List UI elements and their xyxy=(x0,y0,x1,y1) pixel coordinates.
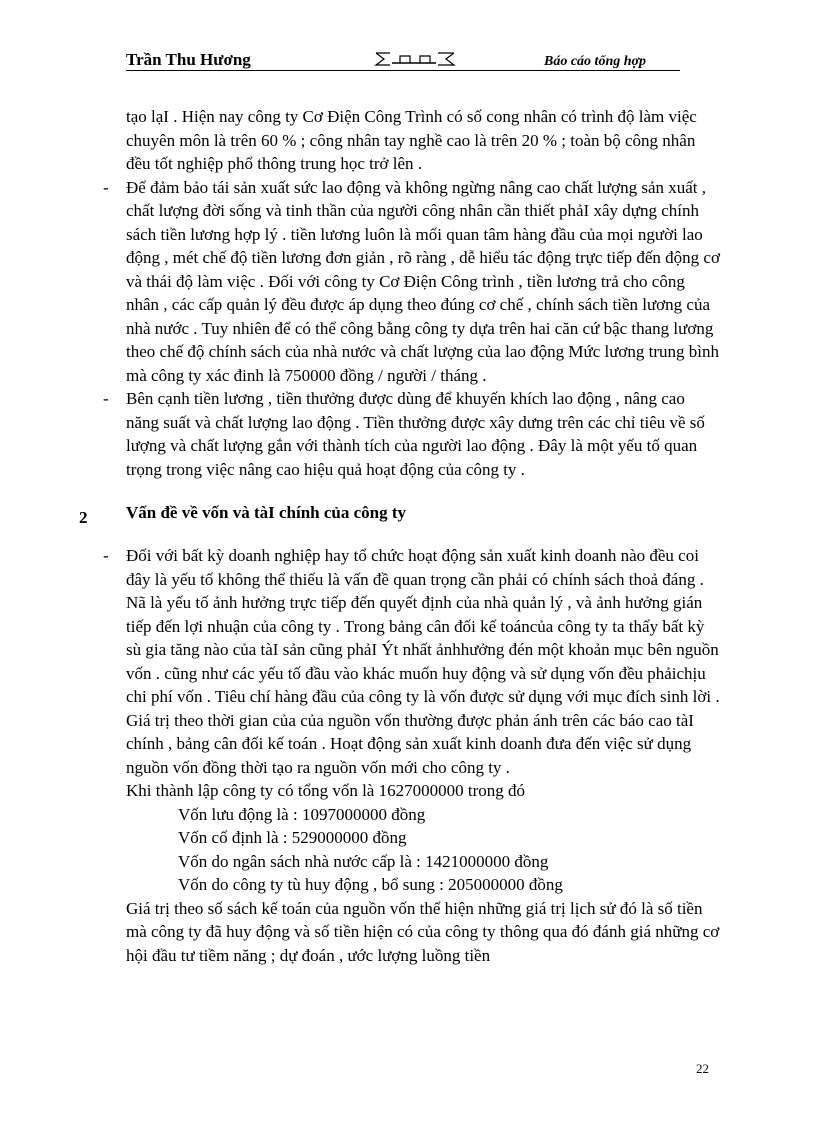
bullet-item-wages xyxy=(100,176,720,388)
bullet-text: Để đảm bảo tái sản xuất sức lao động và không ngừng nâng cao chất lượng sản xuất , chất lượng đời sống và tinh thần của người công nhân cần thiết phảI xây dựng chính sách tiền lương hợp lý . tiền lương luôn là mối quan tâm hàng đầu của mọi người lao động , mét chế độ tiền lương đơn giản , rõ ràng , dễ hiểu tác động trực tiếp đến động cơ và thái độ làm việc . Đối với công ty Cơ Điện Công trình , tiền lương trả cho công nhân , các cấp quản lý đều được áp dụng theo đúng cơ chế , chính sách tiền lương của nhà nước . Tuy nhiên để có thể công bằng công ty dựa trên hai căn cứ bậc thang lương theo chế độ chính sách của nhà nước và chất lượng của lao động Mức lương trung bình mà công ty xác đinh là 750000 đồng / người / tháng . xyxy=(126,177,720,385)
capital-item: Vốn do công ty tù huy động , bổ sung : 205000000 đồng xyxy=(178,875,563,894)
document-body xyxy=(79,105,720,967)
bullet-marker: - xyxy=(103,546,109,565)
page-number: 22 xyxy=(696,1061,709,1076)
bullet-item-bonus xyxy=(100,387,720,481)
section-number: 2 xyxy=(79,508,88,527)
capital-list xyxy=(100,803,720,897)
bullet-marker: - xyxy=(103,389,109,408)
header-ornament-icon xyxy=(374,51,460,67)
closing-paragraph: Giá trị theo số sách kế toán của nguồn vốn thể hiện những giá trị lịch sử đó là số tiền mà công ty đã huy động và số tiền hiện có của công ty thông qua đó đánh giá những cơ hội đầu tư tiềm năng ; dự đoán , ước lượng luồng tiền xyxy=(126,898,720,965)
header-author: Trần Thu Hương xyxy=(126,50,251,69)
page-header xyxy=(126,50,680,72)
bullet-text: Đối với bất kỳ doanh nghiệp hay tổ chức hoạt động sản xuất kinh doanh nào đều coi đây là yếu tố không thể thiếu là vấn đề quan trọng cần phải có chính sách thoả đáng . Nã là yếu tố ảnh hưởng trực tiếp đến quyết định của nhà quản lý , và ảnh hưởng gián tiếp đến lợi nhuận của công ty . Trong bảng cân đối kế toáncủa công ty ta thấy bất kỳ sù gia tăng nào của tàI sản cũng phảI Ýt nhất ảnhhưởng đén một khoản mục bên nguồn vốn . cũng như các yếu tố đầu vào khác muốn huy động và sử dụng vốn đều phảichịu chi phí vốn . Tiêu chí hàng đầu của công ty là vốn được sử dụng với mục đích sinh lời . Giá trị theo thời gian của của nguồn vốn thường được phản ánh trên các báo cao tàI chính , bảng cân đối kế toán . Hoạt động sản xuất kinh doanh đưa đến việc sử dụng nguồn vốn đồng thời tạo ra nguồn vốn mới cho công ty . xyxy=(126,546,720,777)
bullet-marker: - xyxy=(103,177,109,197)
intro-paragraph: tạo lạI . Hiện nay công ty Cơ Điện Công Trình có số cong nhân có trình độ làm việc chuyên môn là trên 60 % ; công nhân tay nghề cao là trên 20 % ; toàn bộ công nhân đều tốt nghiệp phổ thông trung học trở lên . xyxy=(126,107,697,173)
header-rule xyxy=(126,70,680,71)
capital-item: Vốn lưu động là : 1097000000 đồng xyxy=(178,804,426,824)
section-title: Vấn đề về vốn và tàI chính của công ty xyxy=(126,503,407,522)
capital-item: Vốn cố định là : 529000000 đồng xyxy=(178,828,407,847)
bullet-item-capital xyxy=(100,544,720,779)
capital-item: Vốn do ngân sách nhà nước cấp là : 1421000000 đồng xyxy=(178,851,549,871)
capital-intro: Khi thành lập công ty có tổng vốn là 1627000000 trong đó xyxy=(126,781,525,800)
header-report-title: Báo cáo tổng hợp xyxy=(544,54,647,69)
bullet-text: Bên cạnh tiền lương , tiền thưởng được dùng để khuyến khích lao động , nâng cao năng suất và chất lượng lao động . Tiền thưởng được xây dưng trên các chỉ tiêu về số lượng và chất lượng gắn với thành tích của người lao động . Đây là một yếu tố quan trọng trong việc nâng cao hiệu quả hoạt động của công ty . xyxy=(126,389,705,479)
section-heading xyxy=(79,498,720,528)
